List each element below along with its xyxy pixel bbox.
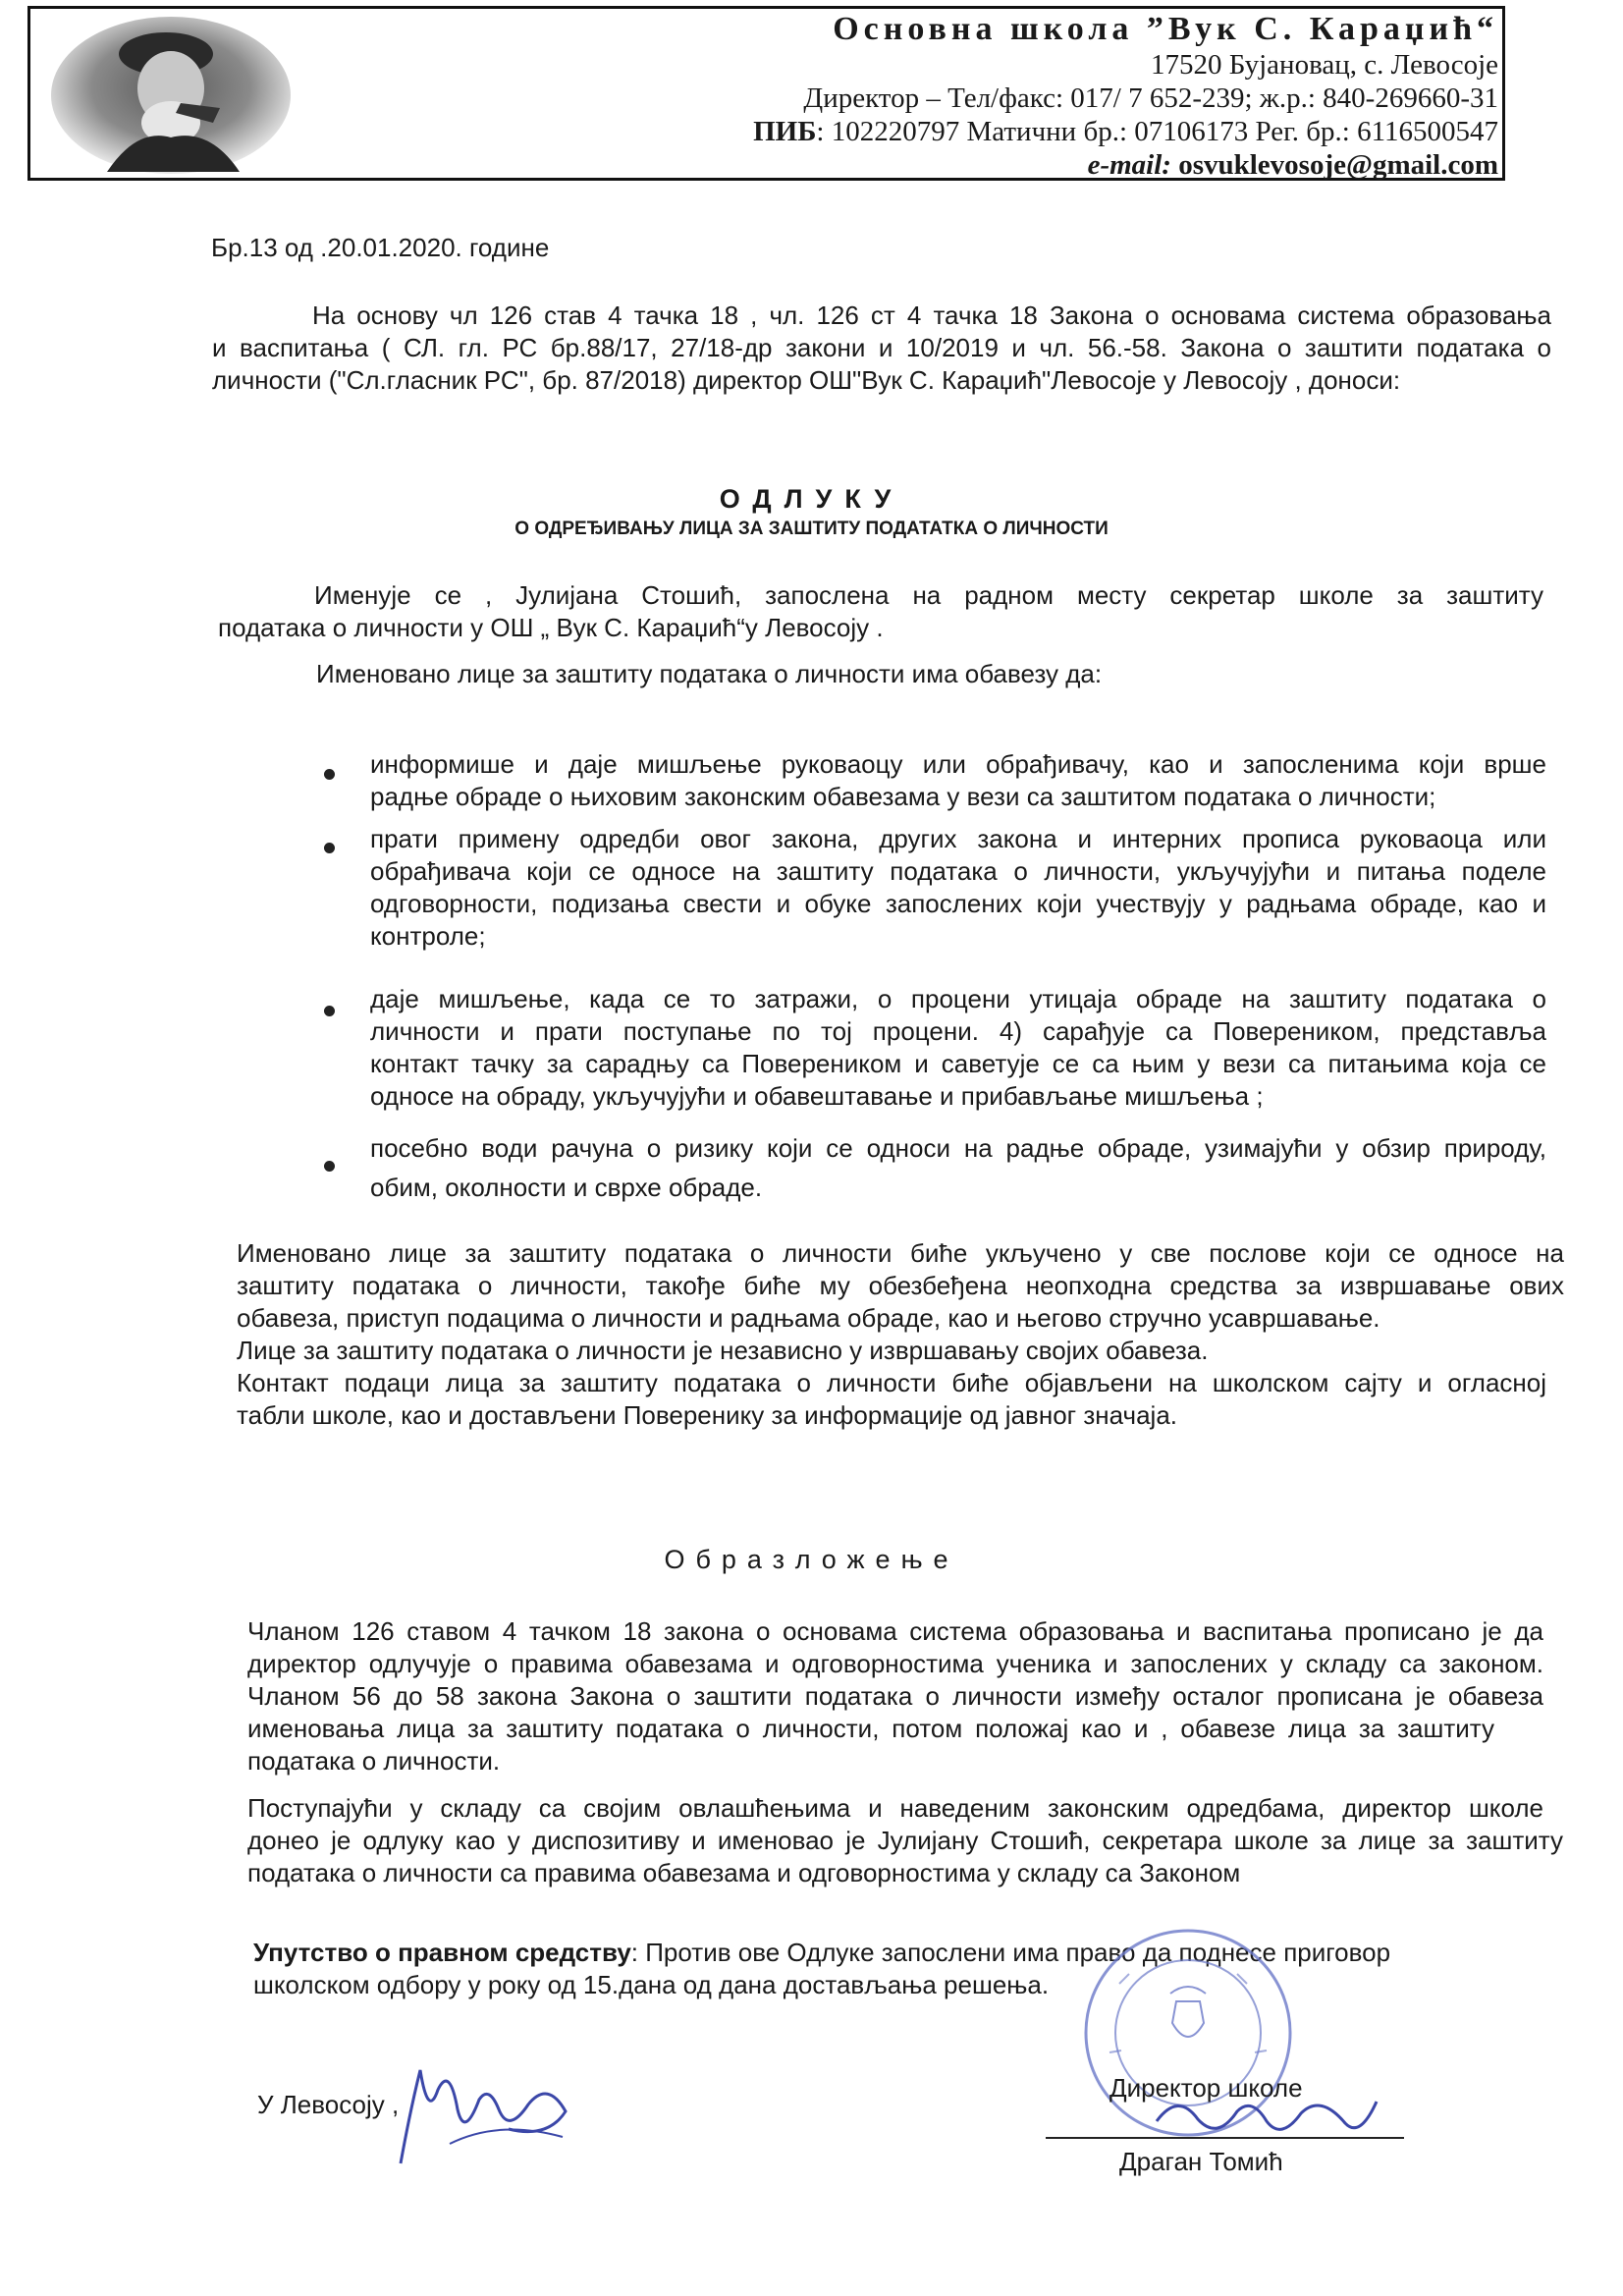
pib-label: ПИБ	[753, 116, 817, 147]
duty-4-line-2: обим, околности и сврхе обраде.	[370, 1173, 763, 1202]
duty-2-line-3: одговорности, подизања свести и обуке запослених који учествују у радњама обраде, као и	[370, 889, 1546, 918]
duty-4-line-1: посебно води рачуна о ризику који се односи на радње обраде, узимајући у обзир природу,	[370, 1133, 1546, 1163]
duty-3-line-1: даје мишљење, када се то затражи, о процени утицаја обраде на заштиту података о	[370, 984, 1546, 1013]
explanation-title: Образложење	[664, 1545, 959, 1574]
closing-line-3: обавеза, приступ подацима о личности и радњама обраде, као и његово стручно усавршавање.	[237, 1303, 1380, 1333]
legal-remedy-label: Упутство о правном средству	[253, 1938, 631, 1967]
signature-line	[1046, 2137, 1404, 2139]
signatory-title: Директор школе	[1109, 2073, 1303, 2103]
handwritten-signature-right	[1149, 2082, 1384, 2151]
bullet-icon	[324, 1161, 335, 1172]
legal-remedy-text: : Против ове Одлуке запослени има право да поднесе приговор	[630, 1938, 1391, 1967]
closing-line-5: Контакт подаци лица за заштиту података о личности биће објављени на школском сајту и огласној	[237, 1368, 1546, 1397]
school-name: Основна школа ”Вук С. Караџић“	[833, 11, 1498, 47]
portrait-image	[48, 15, 294, 174]
explanation-line-3: Чланом 56 до 58 закона Закона о заштити података о личности између осталог прописана је обавеза	[247, 1681, 1543, 1711]
appoint-line-2: података о личности у ОШ „ Вук С. Караџић“у Левосоју .	[218, 613, 884, 642]
bullet-icon	[324, 769, 335, 780]
duty-1-line-2: радње обраде о њиховим законским обавезама у вези са заштитом података о личности;	[370, 782, 1436, 811]
duty-3-line-4: односе на обраду, укључујући и обавештавање и прибављање мишљења ;	[370, 1081, 1264, 1111]
duty-3-line-2: личности и прати поступање по тој процени. 4) сарађује са Повереником, представља	[370, 1016, 1546, 1046]
signatory-name: Драган Томић	[1119, 2147, 1283, 2176]
document-number: Бр.13 од .20.01.2020. године	[211, 233, 550, 262]
school-phone: Директор – Тел/факс: 017/ 7 652-239; ж.р.: 840-269660-31	[803, 82, 1498, 114]
duty-3-line-3: контакт тачку за сарадњу са Повереником и саветује се са њим у вези са питањима која се	[370, 1049, 1546, 1078]
preamble-line-1: На основу чл 126 став 4 тачка 18 , чл. 126 ст 4 тачка 18 Закона о основама система образовања	[312, 301, 1551, 330]
decision-subtitle: О ОДРЕЂИВАЊУ ЛИЦА ЗА ЗАШТИТУ ПОДАТАТКА О ЛИЧНОСТИ	[514, 519, 1109, 539]
explanation-line-2: директор одлучује о правима обавезама и одговорностима ученика и запослених у складу са законом.	[247, 1649, 1543, 1678]
duty-2-line-1: прати примену одредби овог закона, других закона и интерних прописа руковаоца или	[370, 824, 1546, 853]
bullet-icon	[324, 1006, 335, 1016]
explanation-line-7: донео је одлуку као у диспозитиву и именовао је Јулијану Стошић, секретара школе за лице за заштиту	[247, 1826, 1563, 1855]
closing-line-4: Лице за заштиту података о личности је независно у извршавању својих обавеза.	[237, 1336, 1209, 1365]
explanation-line-5: података о личности.	[247, 1746, 501, 1776]
bullet-icon	[324, 843, 335, 853]
school-ids	[516, 115, 1498, 148]
handwritten-signature-left	[391, 2050, 587, 2178]
explanation-line-6: Поступајући у складу са својим овлашћењима и наведеним законским одредбама, директор школе	[247, 1793, 1543, 1823]
email-address[interactable]: osvuklevosoje@gmail.com	[1178, 149, 1498, 181]
school-email-line	[516, 148, 1498, 182]
explanation-line-1: Чланом 126 ставом 4 тачком 18 закона о основама система образовања и васпитања прописано је да	[247, 1616, 1543, 1646]
duty-1-line-1: информише и даје мишљење руковаоцу или обрађивачу, као и запосленима који врше	[370, 749, 1546, 779]
decision-title: ОДЛУКУ	[719, 484, 904, 514]
duty-2-line-4: контроле;	[370, 921, 486, 951]
closing-line-6: табли школе, као и достављени Поверенику за информације од јавног значаја.	[237, 1400, 1178, 1430]
school-address: 17520 Бујановац, с. Левосоје	[1150, 49, 1498, 81]
legal-remedy-line-2: школском одбору у року од 15.дана од дана достављања решења.	[253, 1970, 1050, 1999]
explanation-line-8: података о личности са правима обавезама и одговорностима у складу са Законом	[247, 1858, 1241, 1887]
preamble-line-2: и васпитања ( СЛ. гл. РС бр.88/17, 27/18-др закони и 10/2019 и чл. 56.-58. Закона о заштити података о	[212, 333, 1551, 362]
email-label: e-mail:	[1087, 149, 1171, 181]
closing-line-2: заштиту података о личности, такође биће му обезбеђена неопходна средства за извршавање ових	[237, 1271, 1564, 1300]
appoint-line-3: Именовано лице за заштиту података о личности има обавезу да:	[316, 659, 1103, 688]
appoint-line-1: Именује се , Јулијана Стошић, запослена на радном месту секретар школе за заштиту	[314, 580, 1543, 610]
pib-value: : 102220797 Матични бр.: 07106173 Рег. бр.: 6116500547	[816, 116, 1498, 147]
closing-line-1: Именовано лице за заштиту података о личности биће укључено у све послове који се односе на	[237, 1238, 1564, 1268]
preamble-line-3: личности ("Сл.гласник РС", бр. 87/2018) директор ОШ"Вук С. Караџић"Левосоје у Левосоју , доноси:	[212, 365, 1401, 395]
duty-2-line-2: обрађивача који се односе на заштиту података о личности, укључујући и питања поделе	[370, 856, 1546, 886]
place: У Левосоју ,	[257, 2090, 400, 2119]
letterhead	[27, 6, 1505, 181]
explanation-line-4: именовања лица за заштиту података о личности, потом положај као и , обавезе лица за заштиту	[247, 1714, 1494, 1743]
